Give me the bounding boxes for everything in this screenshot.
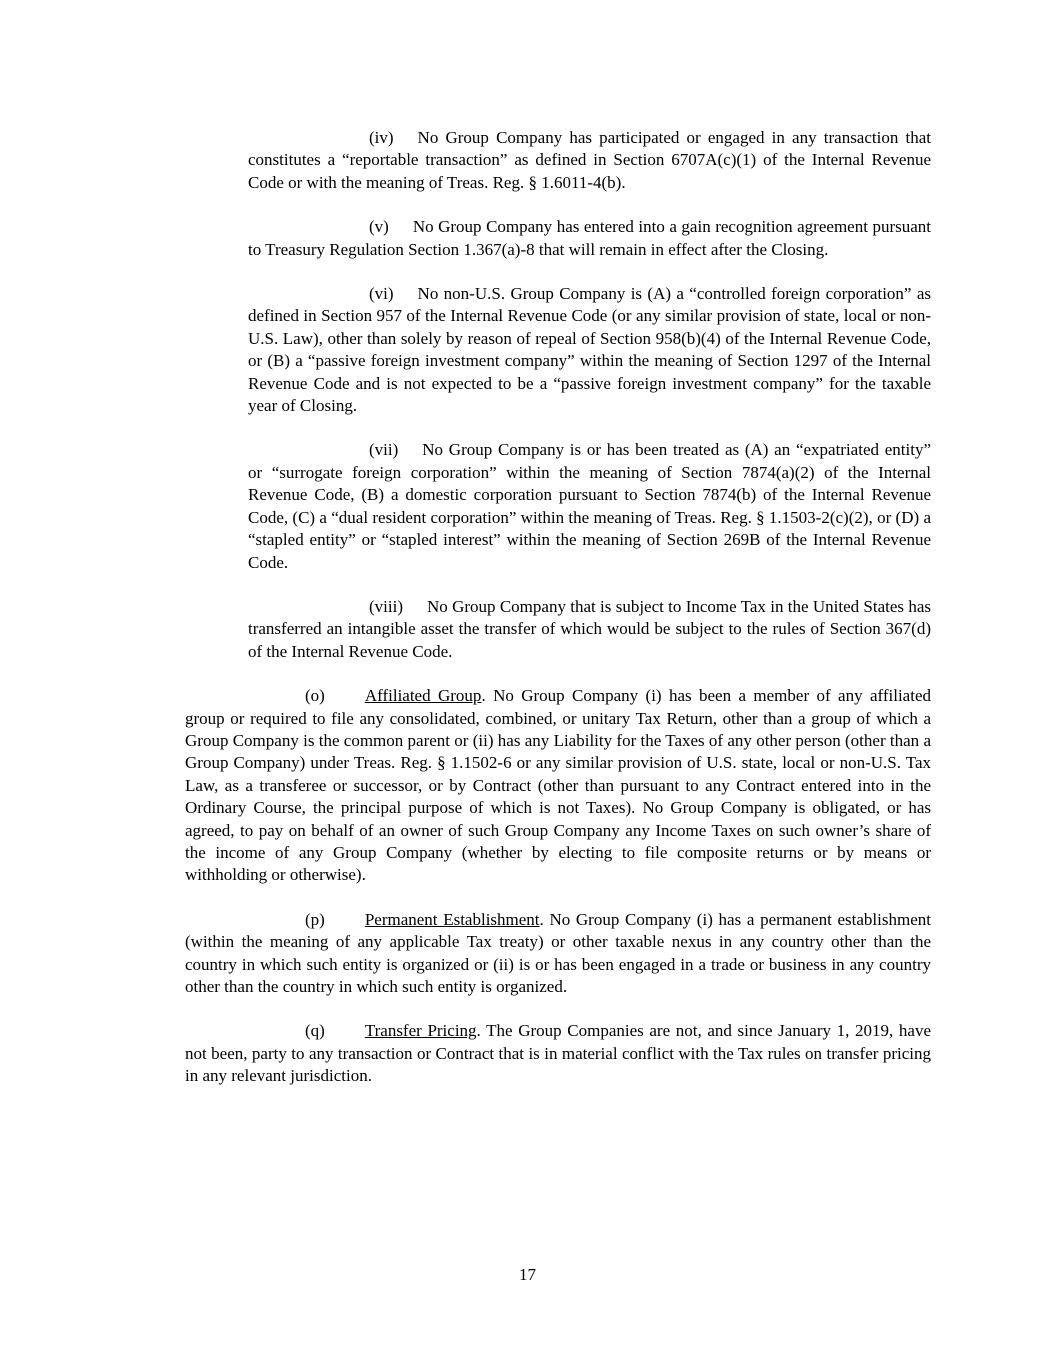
- paragraph-text: . The Group Companies are not, and since January 1, 2019, have not been, party to any transaction or Contract that is in material conflict with the Tax rules on transfer pricing in any relevant jurisdiction.: [185, 1021, 931, 1086]
- paragraph-text: No Group Company is or has been treated as (A) an “expatriated entity” or “surrogate foreign corporation” within the meaning of Section 7874(a)(2) of the Internal Revenue Code, (B) a domestic corporation pursuant to Section 7874(b) of the Internal Revenue Code, (C) a “dual resident corporation” within the meaning of Treas. Reg. § 1.1503-2(c)(2), or (D) a “stapled entity” or “stapled interest” within the meaning of Section 269B of the Internal Revenue Code.: [248, 440, 931, 572]
- paragraph-label: (o): [305, 686, 325, 706]
- page-number: 17: [519, 1265, 536, 1284]
- section-heading-permanent-establishment: Permanent Establishment: [364, 909, 540, 929]
- paragraph-p-permanent-establishment: [185, 909, 931, 999]
- paragraph-label: (vii): [369, 440, 399, 460]
- section-heading-affiliated-group: Affiliated Group: [364, 686, 482, 706]
- paragraph-o-affiliated-group: [185, 685, 931, 887]
- paragraph-text: No non-U.S. Group Company is (A) a “controlled foreign corporation” as defined in Section 957 of the Internal Revenue Code (or any similar provision of state, local or non-U.S. Law), other than solely by reason of repeal of Section 958(b)(4) of the Internal Revenue Code, or (B) a “passive foreign investment company” within the meaning of Section 1297 of the Internal Revenue Code and is not expected to be a “passive foreign investment company” for the taxable year of Closing.: [248, 284, 931, 416]
- paragraph-iv: [248, 127, 931, 194]
- paragraph-label: (iv): [369, 128, 394, 147]
- paragraph-label: (p): [305, 909, 325, 929]
- paragraph-label: (q): [305, 1021, 325, 1041]
- paragraph-q-transfer-pricing: [185, 1020, 931, 1087]
- paragraph-label: (vi): [369, 284, 394, 304]
- paragraph-text: No Group Company has entered into a gain recognition agreement pursuant to Treasury Regulation Section 1.367(a)-8 that will remain in effect after the Closing.: [248, 217, 931, 259]
- paragraph-vi: [248, 283, 931, 417]
- paragraph-text: No Group Company that is subject to Income Tax in the United States has transferred an intangible asset the transfer of which would be subject to the rules of Section 367(d) of the Internal Revenue Code.: [248, 596, 931, 661]
- paragraph-text: No Group Company has participated or engaged in any transaction that constitutes a “reportable transaction” as defined in Section 6707A(c)(1) of the Internal Revenue Code or with the meaning of Treas. Reg. § 1.6011-4(b).: [248, 128, 931, 192]
- paragraph-v: [248, 216, 931, 261]
- paragraph-vii: [248, 439, 931, 573]
- paragraph-label: (viii): [369, 596, 403, 616]
- section-heading-transfer-pricing: Transfer Pricing: [364, 1021, 477, 1041]
- document-body: [185, 127, 931, 1110]
- paragraph-label: (v): [369, 217, 389, 237]
- paragraph-viii: [248, 596, 931, 663]
- paragraph-text: . No Group Company (i) has a permanent establishment (within the meaning of any applicable Tax treaty) or other taxable nexus in any country other than the country in which such entity is organized or (ii) is or has been engaged in a trade or business in any country other than the country in which such entity is organized.: [185, 909, 931, 996]
- paragraph-text: . No Group Company (i) has been a member of any affiliated group or required to file any consolidated, combined, or unitary Tax Return, other than a group of which a Group Company is the common parent or (ii) has any Liability for the Taxes of any other person (other than a Group Company) under Treas. Reg. § 1.1502-6 or any similar provision of U.S. state, local or non-U.S. Tax Law, as a transferee or successor, or by Contract (other than pursuant to any Contract entered into in the Ordinary Course, the principal purpose of which is not Taxes). No Group Company is obligated, or has agreed, to pay on behalf of an owner of such Group Company any Income Taxes on such owner’s share of the income of any Group Company (whether by electing to file composite returns or by means or withholding or otherwise).: [185, 686, 931, 885]
